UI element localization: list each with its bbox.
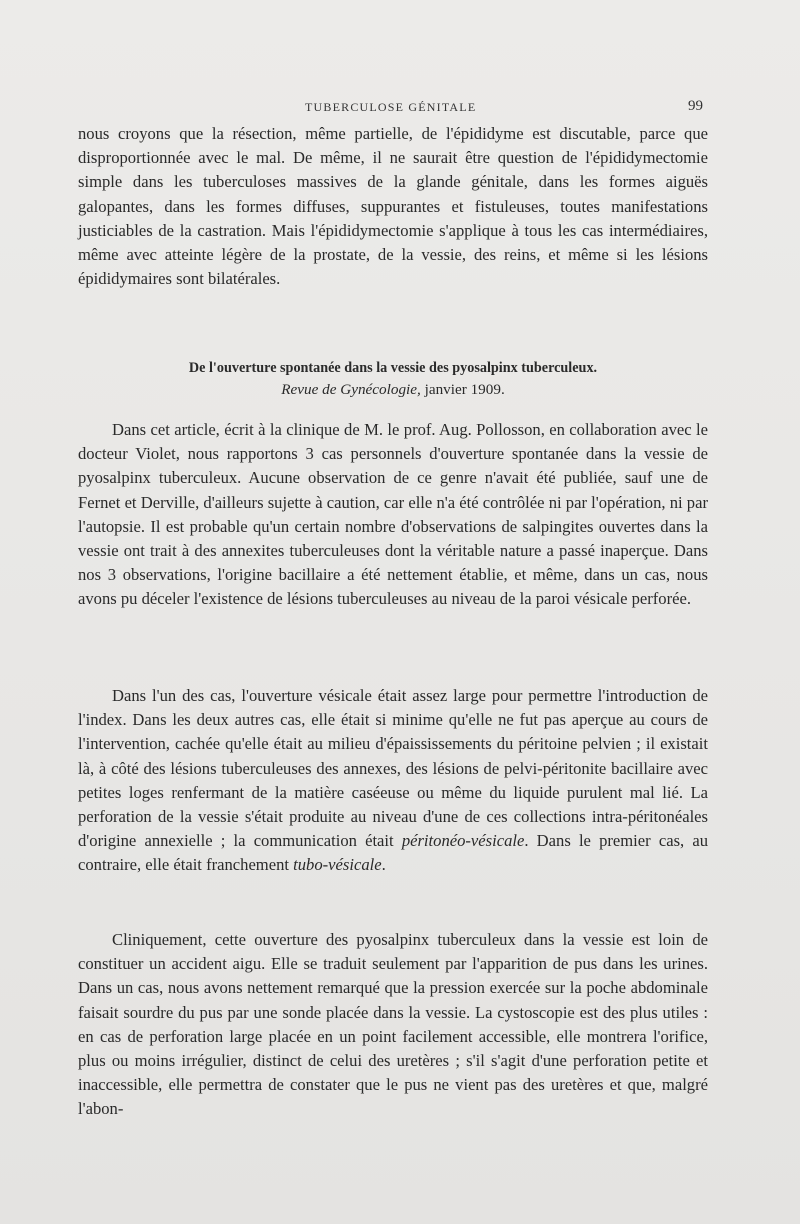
journal-name: Revue de Gynécologie, bbox=[281, 381, 421, 398]
paragraph-3 bbox=[78, 684, 708, 878]
publication-date: janvier 1909. bbox=[420, 381, 505, 398]
italic-term-peritoneo-vesicale: péritonéo-vésicale bbox=[401, 831, 525, 851]
paragraph-4-text: Cliniquement, cette ouverture des pyosalpinx tuberculeux dans la vessie est loin de constituer un accident aigu. Elle se traduit seulement par l'apparition de pus dans les urines. Dans un cas, nous avons nettement remarqué que la pression exercée sur la poche abdominale faisait sourdre du pus par une sonde placée dans la vessie. La cystoscopie est des plus utiles : en cas de perforation large placée en un point facilement accessible, elle montrera l'orifice, plus ou moins irrégulier, distinct de celui des uretères ; s'il s'agit d'une perforation petite et inaccessible, elle permettra de constater que le pus ne vient pas des uretères et que, malgré l'abon- bbox=[78, 930, 708, 1119]
page-number: 99 bbox=[688, 98, 703, 114]
paragraph-4 bbox=[78, 928, 708, 1122]
paragraph-3-part-3: . bbox=[381, 855, 386, 875]
section-title: De l'ouverture spontanée dans la vessie des pyosalpinx tuberculeux. bbox=[188, 360, 598, 376]
paragraph-3-part-1: Dans l'un des cas, l'ouverture vésicale était assez large pour permettre l'introduction de l'index. Dans les deux autres cas, elle était si minime qu'elle ne fut pas aperçue au cours de l'intervention, cachée qu'elle était au milieu d'épaississements du péritoine pelvien ; il existait là, à côté des lésions tuberculeuses des annexes, des lésions de pelvi-péritonite bacillaire avec petites loges renfermant de la matière caséeuse ou même du liquide purulent mal lié. La perforation de la vessie s'était produite au niveau d'une de ces collections intra-péritonéales d'origine annexielle ; la communication était bbox=[78, 686, 708, 851]
paragraph-2 bbox=[78, 418, 708, 612]
paragraph-2-text: Dans cet article, écrit à la clinique de M. le prof. Aug. Pollosson, en collaboration avec le docteur Violet, nous rapportons 3 cas personnels d'ouverture spontanée dans la vessie de pyosalpinx tuberculeux. Aucune observation de ce genre n'avait été publiée, sauf une de Fernet et Derville, d'ailleurs sujette à caution, car elle n'a été contrôlée ni par l'opération, ni par l'autopsie. Il est probable qu'un certain nombre d'observations de salpingites ouvertes dans la vessie ont trait à des annexites tuberculeuses dont la véritable nature a passé inaperçue. Dans nos 3 observations, l'origine bacillaire a été nettement établie, et même, dans un cas, nous avons pu déceler l'existence de lésions tuberculeuses au niveau de la paroi vésicale perforée. bbox=[78, 420, 708, 609]
paragraph-1-text: nous croyons que la résection, même partielle, de l'épididyme est discutable, parce que disproportionnée avec le mal. De même, il ne saurait être question de l'épididymectomie simple dans les tuberculoses massives de la glande génitale, dans les formes aiguës galopantes, dans les formes diffuses, suppurantes et fistuleuses, toutes manifestations justiciables de la castration. Mais l'épididymectomie s'applique à tous les cas intermédiaires, même avec atteinte légère de la prostate, de la vessie, des reins, et même si les lésions épididymaires sont bilatérales. bbox=[78, 124, 708, 289]
paragraph-3-text bbox=[78, 684, 708, 878]
running-title: TUBERCULOSE GÉNITALE bbox=[305, 100, 477, 114]
section-source bbox=[78, 381, 708, 399]
paragraph-1 bbox=[78, 122, 708, 291]
paragraph-3-part-2: . Dans le premier cas, au contraire, elle était franchement bbox=[78, 831, 708, 875]
italic-term-tubo-vesicale: tubo-vésicale bbox=[293, 855, 382, 875]
